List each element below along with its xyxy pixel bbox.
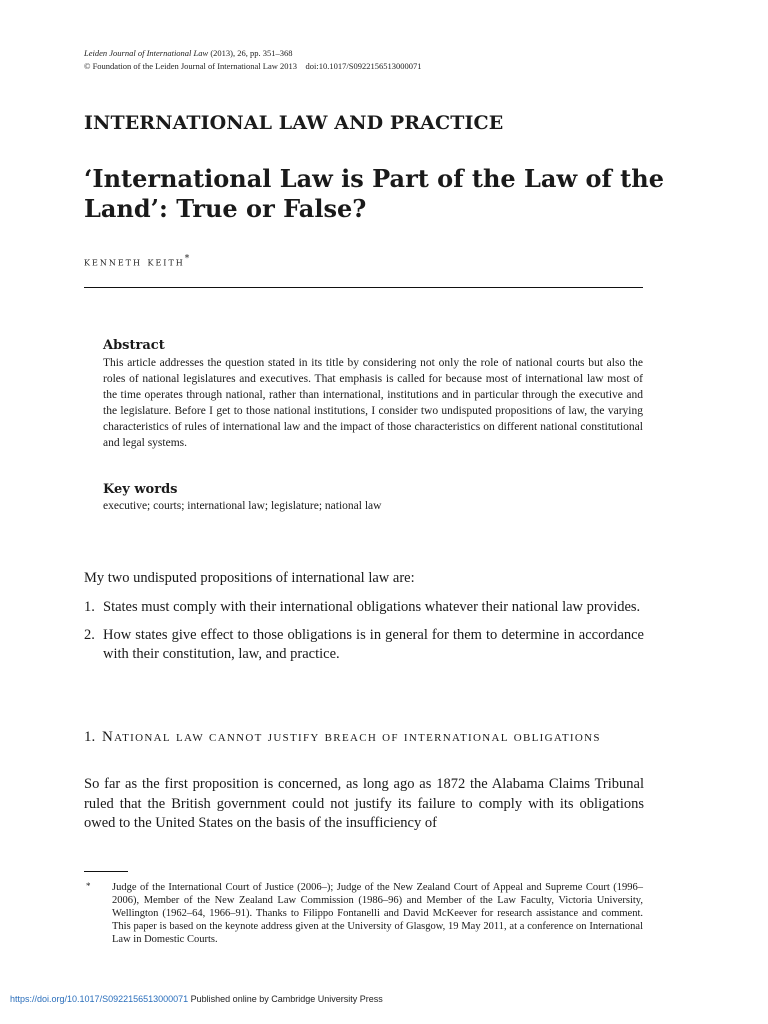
footnote-text: Judge of the International Court of Justice (2006–); Judge of the New Zealand Court of Appeal and Supreme Court (1996–2006), Member of the New Zealand Law Commission (1986–96) and Member of the Law Faculty, Victoria University, Wellington (1962–64, 1966–91). Thanks to Filippo Fontanelli and David McKeever for research assistance and comment. This paper is based on the keynote address given at the University of Glasgow, 19 May 2011, at a conference on International Law in Domestic Courts.	[112, 882, 643, 945]
abstract-heading: Abstract	[103, 338, 165, 353]
journal-citation	[84, 47, 293, 59]
list-item	[84, 626, 644, 665]
article-doi: doi:10.1017/S0922156513000071	[305, 61, 422, 71]
title-divider	[84, 287, 643, 288]
list-item-text: States must comply with their international obligations whatever their national law provides.	[103, 599, 641, 615]
footnote-mark: *	[86, 881, 91, 891]
copyright: © Foundation of the Leiden Journal of International Law 2013	[84, 61, 298, 71]
abstract-text: This article addresses the question stated in its title by considering not only the role of national courts but also the roles of national legislatures and executives. That emphasis is called for because most of international law most of the time operates through national, rather than international, institutions and in particular through the executive and the legislature. Before I get to those national institutions, I consider two undisputed propositions of law, the varying characteristics of rules of international law and the impact of those characteristics on different national constitutional and legal systems.	[103, 357, 643, 449]
publisher-line	[10, 994, 383, 1004]
section-heading-text: National law cannot justify breach of international obligations	[102, 729, 601, 745]
author-line	[84, 254, 189, 269]
list-item	[84, 598, 644, 618]
section-label: INTERNATIONAL LAW AND PRACTICE	[84, 112, 504, 134]
article-title: ‘International Law is Part of the Law of the Land’: True or False?	[84, 164, 664, 223]
list-item-number: 1.	[84, 599, 95, 615]
section-heading	[84, 728, 644, 747]
footnote-divider	[84, 871, 128, 872]
list-item-number: 2.	[84, 626, 95, 643]
body-paragraph: So far as the first proposition is concerned, as long ago as 1872 the Alabama Claims Tribunal ruled that the British government could not justify its failure to comply with its obligations owed to the United States on the basis of the insufficiency of	[84, 776, 644, 831]
author-footnote-mark[interactable]: *	[184, 254, 190, 264]
copyright-line	[84, 60, 421, 72]
journal-volume: (2013), 26, pp. 351–368	[208, 48, 293, 58]
section-number: 1.	[84, 729, 96, 745]
journal-name: Leiden Journal of International Law	[84, 48, 209, 58]
propositions-list	[84, 598, 644, 673]
keywords-text: executive; courts; international law; legislature; national law	[103, 500, 382, 512]
keywords-heading: Key words	[103, 482, 178, 497]
doi-link[interactable]: https://doi.org/10.1017/S0922156513000071	[10, 994, 189, 1004]
propositions-intro: My two undisputed propositions of international law are:	[84, 570, 415, 586]
author-name: kenneth keith	[84, 255, 185, 269]
list-item-text: How states give effect to those obligations is in general for them to determine in accordance with their constitution, law, and practice.	[103, 626, 644, 662]
publisher-text: Published online by Cambridge University Press	[188, 994, 383, 1004]
